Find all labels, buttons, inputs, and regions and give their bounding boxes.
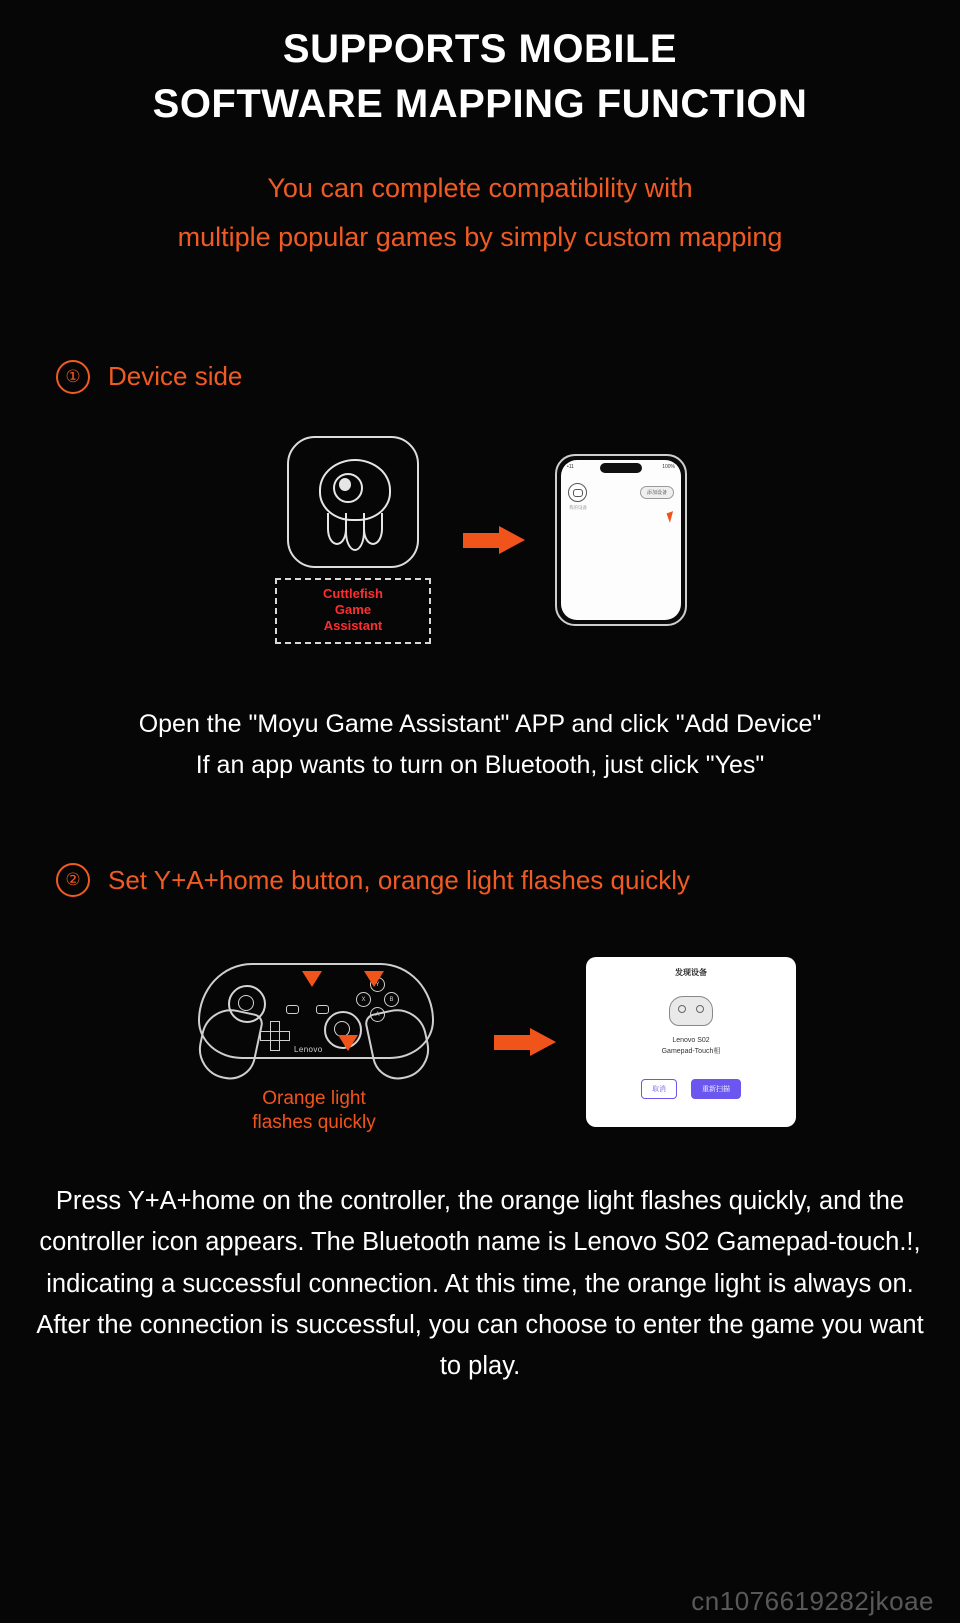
phone-section-caption: 我的设备 xyxy=(569,504,587,510)
discover-device-dialog xyxy=(586,957,796,1127)
app-caption-line-2: Game xyxy=(334,601,372,617)
step-2-number: ② xyxy=(56,863,90,897)
status-right: 100% xyxy=(662,463,675,470)
device-name-line-1: Lenovo S02 xyxy=(672,1037,710,1045)
watermark: cn1076619282jkoae xyxy=(691,1586,934,1616)
discovered-device-name xyxy=(594,1036,788,1057)
dpad-icon xyxy=(260,1021,290,1051)
cursor-icon xyxy=(667,511,677,523)
step-2-paragraph: Press Y+A+home on the controller, the orange light flashes quickly, and the controller icon appears. The Bluetooth name is Lenovo S02 Gamepad-touch.!, indicating a successful connection. At this time, the orange light is always on. After the connection is successful, you can choose to enter the game you want to play. xyxy=(36,1187,924,1381)
start-button xyxy=(316,1005,329,1014)
gamepad-icon xyxy=(568,483,587,502)
app-icon-group xyxy=(273,436,433,645)
rescan-button[interactable]: 重新扫描 xyxy=(691,1079,741,1099)
arrow-right-icon xyxy=(451,529,537,551)
button-b: B xyxy=(384,992,399,1007)
step-1-paragraph-line-1: Open the "Moyu Game Assistant" APP and click "Add Device" xyxy=(138,710,822,739)
app-icon-caption xyxy=(275,578,431,645)
title-line-2: SOFTWARE MAPPING FUNCTION xyxy=(152,82,808,127)
cuttlefish-app-icon xyxy=(287,436,419,568)
discover-title: 发现设备 xyxy=(675,968,707,978)
button-y: Y xyxy=(370,977,385,992)
button-x: X xyxy=(356,992,371,1007)
step-1-header xyxy=(56,360,960,394)
highlight-marker-home xyxy=(338,1035,358,1051)
step-2-header xyxy=(56,863,960,897)
highlight-marker-b xyxy=(364,971,384,987)
gamepad-illustration xyxy=(198,949,430,1081)
controller-caption-line-1: Orange light xyxy=(262,1088,366,1110)
phone-mockup xyxy=(555,454,687,626)
controller-group xyxy=(164,949,464,1135)
step-1-paragraph-line-2: If an app wants to turn on Bluetooth, just click "Yes" xyxy=(195,750,765,779)
controller-brand: Lenovo xyxy=(294,1045,323,1055)
device-name-line-2: Gamepad-Touch相 xyxy=(661,1047,721,1055)
highlight-marker-y xyxy=(302,971,322,987)
phone-notch xyxy=(600,463,642,473)
step-1-label: Device side xyxy=(108,361,243,392)
page-subtitle xyxy=(0,164,960,261)
app-caption-line-1: Cuttlefish xyxy=(323,585,383,601)
button-a: A xyxy=(370,1007,385,1022)
select-button xyxy=(286,1005,299,1014)
subtitle-line-2: multiple popular games by simply custom mapping xyxy=(177,221,783,252)
cancel-button[interactable]: 取消 xyxy=(641,1079,677,1099)
device-row xyxy=(568,483,674,502)
step-2-figure xyxy=(0,949,960,1135)
step-1-paragraph xyxy=(0,704,960,785)
step-2-label: Set Y+A+home button, orange light flashes quickly xyxy=(108,864,691,895)
page-title xyxy=(0,0,960,132)
dialog-actions xyxy=(594,1079,788,1099)
controller-caption-line-2: flashes quickly xyxy=(252,1112,376,1134)
step-1-number: ① xyxy=(56,360,90,394)
arrow-right-icon-2 xyxy=(482,1031,568,1053)
squid-icon xyxy=(315,459,391,545)
status-left: •11 xyxy=(567,463,574,470)
step-1-figure xyxy=(0,436,960,645)
phone-screen xyxy=(561,460,681,620)
title-line-1: SUPPORTS MOBILE xyxy=(282,27,678,71)
add-device-button[interactable]: 添加设备 xyxy=(640,486,674,499)
app-caption-line-3: Assistant xyxy=(323,618,383,634)
subtitle-line-1: You can complete compatibility with xyxy=(267,173,693,204)
controller-caption xyxy=(164,1087,464,1135)
gamepad-device-icon xyxy=(669,996,713,1026)
